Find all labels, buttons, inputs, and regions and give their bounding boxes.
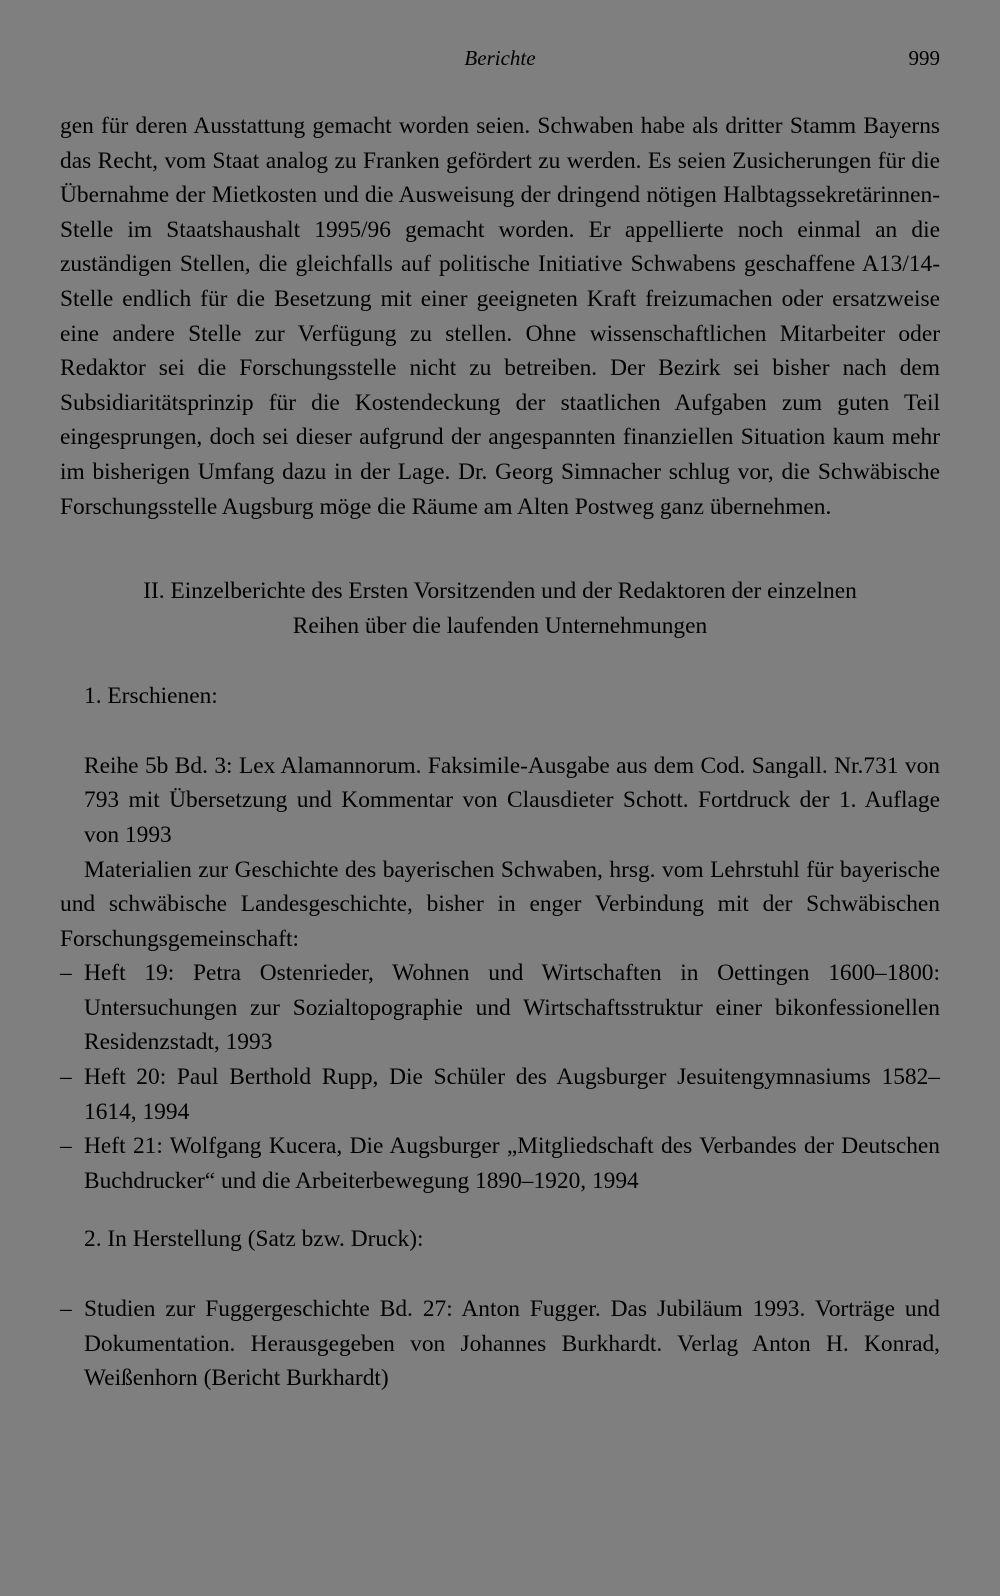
- running-header: [60, 46, 940, 76]
- in-production-label: 2. In Herstellung (Satz bzw. Druck):: [84, 1226, 424, 1253]
- dash-bullet: –: [60, 1064, 72, 1091]
- published-entry-materialien: Materialien zur Geschichte des bayerischen Schwaben, hrsg. vom Lehrstuhl für bayerische und schwäbische Landesgeschichte, bisher in enger Verbindung mit der Schwäbischen Forschungsgemeinschaft:: [60, 856, 940, 952]
- page-number: 999: [908, 46, 940, 70]
- running-title: Berichte: [464, 46, 536, 70]
- section-heading-line-1: II. Einzelberichte des Ersten Vorsitzenden und der Redaktoren der einzelnen: [143, 578, 857, 605]
- list-item: [60, 956, 940, 1060]
- list-item: [60, 1060, 940, 1129]
- list-item: [60, 1129, 940, 1198]
- dash-bullet: –: [60, 1296, 72, 1323]
- dash-bullet: –: [60, 1133, 72, 1160]
- list-item-text: Heft 19: Petra Ostenrieder, Wohnen und Wirtschaften in Oettingen 1600–1800: Untersuchungen zur Sozialtopographie und Wirtschaftsstruktur einer bikonfessionellen Residenzstadt, 1993: [84, 960, 940, 1056]
- section-heading-line-2: Reihen über die laufenden Unternehmungen: [292, 613, 708, 640]
- page-body: [60, 109, 940, 1396]
- list-item: [60, 1292, 940, 1396]
- published-label: 1. Erschienen:: [84, 683, 218, 710]
- list-item-text: Studien zur Fuggergeschichte Bd. 27: Anton Fugger. Das Jubiläum 1993. Vorträge und Dokumentation. Herausgegeben von Johannes Burkhardt. Verlag Anton H. Konrad, Weißenhorn (Bericht Burkhardt): [84, 1296, 940, 1392]
- published-entry-reihe: Reihe 5b Bd. 3: Lex Alamannorum. Faksimile-Ausgabe aus dem Cod. Sangall. Nr.731 von 793 mit Übersetzung und Kommentar von Clausdieter Schott. Fortdruck der 1. Auflage von 1993: [84, 752, 940, 848]
- section-heading: [60, 574, 940, 644]
- list-item-text: Heft 21: Wolfgang Kucera, Die Augsburger „Mitgliedschaft des Verbandes der Deutschen Buchdrucker“ und die Arbeiterbewegung 1890–1920, 1994: [84, 1133, 940, 1194]
- dash-bullet: –: [60, 960, 72, 987]
- intro-paragraph: gen für deren Ausstattung gemacht worden seien. Schwaben habe als dritter Stamm Bayerns das Recht, vom Staat analog zu Franken gefördert zu werden. Es seien Zusicherungen für die Übernahme der Mietkosten und die Ausweisung der dringend nötigen Halbtagssekretärinnen-Stelle im Staatshaushalt 1995/96 gemacht worden. Er appellierte noch einmal an die zuständigen Stellen, die gleichfalls auf politische Initiative Schwabens geschaffene A13/14-Stelle endlich für die Besetzung mit einer geeigneten Kraft freizumachen oder ersatzweise eine andere Stelle zur Verfügung zu stellen. Ohne wissenschaftlichen Mitarbeiter oder Redaktor sei die Forschungsstelle nicht zu betreiben. Der Bezirk sei bisher nach dem Subsidiaritätsprinzip für die Kostendeckung der staatlichen Aufgaben zum guten Teil eingesprungen, doch sei dieser aufgrund der angespannten finanziellen Situation kaum mehr im bisherigen Umfang dazu in der Lage. Dr. Georg Simnacher schlug vor, die Schwäbische Forschungsstelle Augsburg möge die Räume am Alten Postweg ganz übernehmen.: [60, 113, 940, 520]
- list-item-text: Heft 20: Paul Berthold Rupp, Die Schüler des Augsburger Jesuitengymnasiums 1582–1614, 1994: [84, 1064, 940, 1125]
